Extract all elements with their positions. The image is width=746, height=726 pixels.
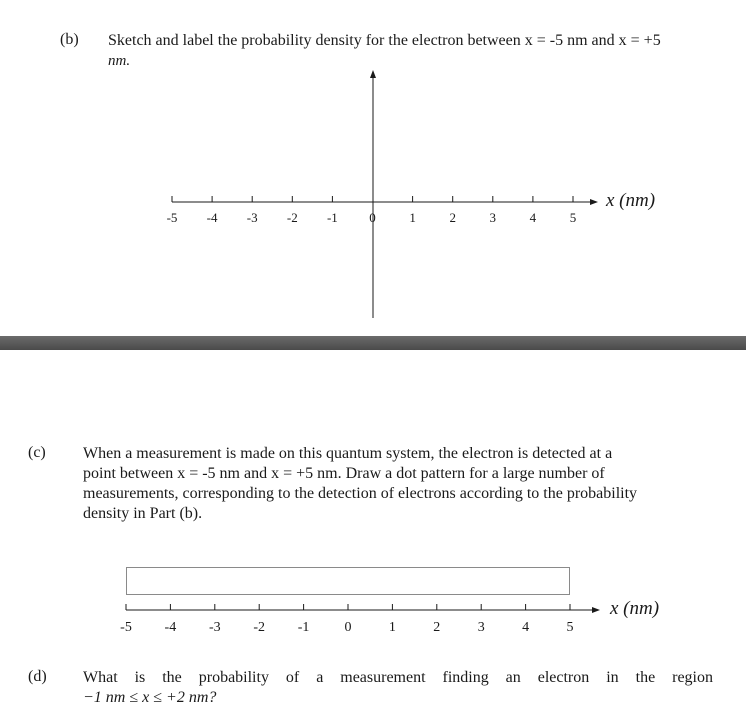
part-d-prompt-line2: −1 nm ≤ x ≤ +2 nm? <box>83 689 217 706</box>
part-c-tick-label: -1 <box>297 620 310 635</box>
part-b-tick-label: 0 <box>369 210 376 225</box>
part-c-tick-label: 5 <box>566 620 574 635</box>
part-c-tick-label: -3 <box>208 620 221 635</box>
part-c-tick-marks <box>126 604 570 610</box>
part-c-tick-label: -4 <box>164 620 177 635</box>
part-b-tick-label: 5 <box>569 210 577 225</box>
part-b-tick-label: 2 <box>449 210 456 225</box>
part-c-tick-label: -5 <box>120 620 132 635</box>
part-c-tick-label: 2 <box>433 620 441 635</box>
part-b-tick-label: 1 <box>409 210 416 225</box>
part-b-tick-label: -5 <box>166 210 178 225</box>
part-b-tick-label: -2 <box>286 210 298 225</box>
part-b-sketch-axes[interactable] <box>0 0 746 336</box>
part-c-prompt-line3: measurements, corresponding to the detection of electrons according to the probability <box>83 485 638 502</box>
part-b-tick-label: 3 <box>489 210 497 225</box>
part-b-axis-label: x (nm) <box>606 190 656 211</box>
part-b-tick-label: -3 <box>246 210 258 225</box>
part-c-prompt <box>83 444 713 524</box>
part-c-x-axis-arrow-icon <box>592 607 600 613</box>
part-b-label: (b) <box>60 31 79 48</box>
part-b-tick-label: -4 <box>206 210 218 225</box>
part-b-y-axis-arrow-icon <box>370 70 376 78</box>
section-divider <box>0 336 746 350</box>
part-b-tick-label: 4 <box>529 210 537 225</box>
part-d-prompt-line1: What is the probability of a measurement finding an electron in the region <box>83 669 713 686</box>
part-c-axis-label: x (nm) <box>610 598 660 619</box>
part-c-tick-label: 3 <box>477 620 485 635</box>
part-c-prompt-line1: When a measurement is made on this quantum system, the electron is detected at a <box>83 445 613 462</box>
part-c-tick-label: 4 <box>522 620 530 635</box>
part-b-prompt-line1: Sketch and label the probability density for the electron between x = -5 nm and x = +5 <box>108 32 661 49</box>
part-c-tick-label: -2 <box>253 620 266 635</box>
part-d-prompt <box>83 668 713 708</box>
part-c-tick-label: 1 <box>388 620 396 635</box>
part-b-prompt-line2: nm. <box>108 53 131 69</box>
part-d-label: (d) <box>28 668 47 685</box>
part-c-label: (c) <box>28 444 46 461</box>
part-c-prompt-line4: density in Part (b). <box>83 505 203 522</box>
part-c-prompt-line2: point between x = -5 nm and x = +5 nm. Draw a dot pattern for a large number of <box>83 465 605 482</box>
part-b-tick-label: -1 <box>326 210 338 225</box>
part-b-x-axis-arrow-icon <box>590 199 598 205</box>
part-c-tick-label: 0 <box>344 620 352 635</box>
